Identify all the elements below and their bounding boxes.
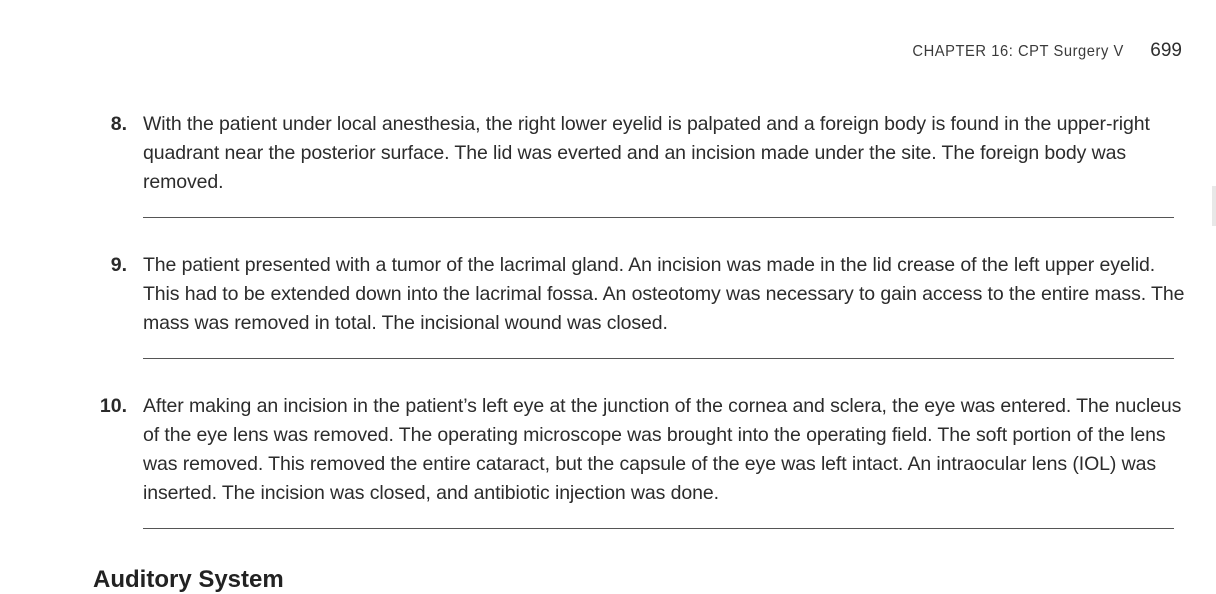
answer-line-10[interactable]	[143, 528, 1174, 529]
question-text: With the patient under local anesthesia, the right lower eyelid is palpated and a foreign body is found in the upper-right quadrant near the posterior surface. The lid was everted and an incision made under the site. The foreign body was removed.	[143, 113, 1150, 193]
page-edge-mark	[1212, 186, 1216, 226]
page-number: 699	[1150, 40, 1182, 61]
question-10	[93, 392, 1188, 508]
question-9	[93, 251, 1188, 338]
running-header	[894, 40, 1182, 62]
section-heading: Auditory System	[93, 566, 284, 593]
chapter-title: CHAPTER 16: CPT Surgery V	[912, 43, 1125, 60]
question-number: 9.	[110, 254, 127, 276]
question-text: After making an incision in the patient’s left eye at the junction of the cornea and sclera, the eye was entered. The nucleus of the eye lens was removed. The operating microscope was brought into the operating field. The soft portion of the lens was removed. This removed the entire cataract, but the capsule of the eye was left intact. An intraocular lens (IOL) was inserted. The incision was closed, and antibiotic injection was done.	[143, 395, 1182, 504]
question-8	[93, 110, 1188, 197]
question-text: The patient presented with a tumor of the lacrimal gland. An incision was made in the lid crease of the left upper eyelid. This had to be extended down into the lacrimal fossa. An osteotomy was necessary to gain access to the entire mass. The mass was removed in total. The incisional wound was closed.	[143, 254, 1185, 334]
answer-line-8[interactable]	[143, 217, 1174, 218]
question-number: 8.	[110, 113, 127, 135]
question-number: 10.	[99, 395, 127, 417]
answer-line-9[interactable]	[143, 358, 1174, 359]
